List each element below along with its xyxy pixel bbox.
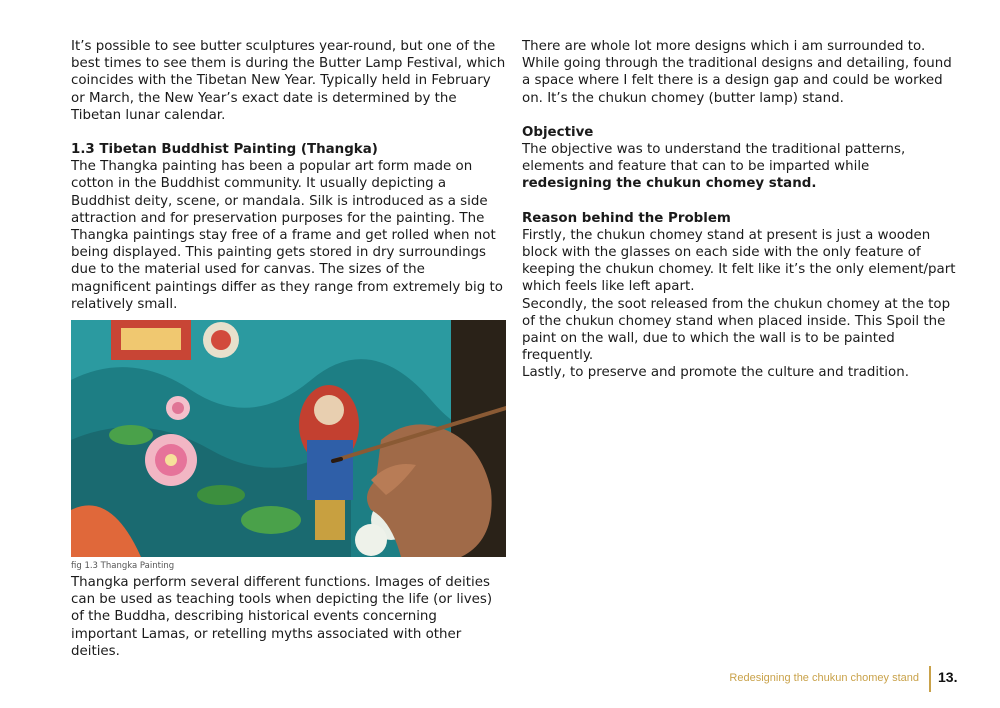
footer-title: Redesigning the chukun chomey stand (729, 672, 919, 684)
reason-paragraph-2: Secondly, the soot released from the chukun chomey at the top of the chukun chomey stand when placed inside. This Spoil the paint on the wall, due to which the wall is to be painted frequently. (522, 296, 951, 364)
reason-paragraph-3: Lastly, to preserve and promote the culture and tradition. (522, 365, 909, 381)
left-column (71, 38, 507, 660)
objective-heading: Objective (522, 124, 594, 140)
thangka-paragraph: The Thangka painting has been a popular art form made on cotton in the Buddhist community. It usually depicting a Buddhist deity, scene, or mandala. Silk is introduced as a side attraction and for preservation purposes for the painting. The Thangka paintings stay free of a frame and get rolled when not being displayed. This painting gets stored in dry surroundings due to the material used for canvas. The sizes of the magnificent paintings differ as they range from extremely big to relatively small. (71, 159, 503, 312)
reason-paragraph-1: Firstly, the chukun chomey stand at present is just a wooden block with the glasses on each side with the only feature of keeping the chukun chomey. It felt like it’s the only element/part which feels like left apart. (522, 227, 956, 295)
thangka-painting-image (71, 320, 506, 557)
objective-text: The objective was to understand the traditional patterns, elements and feature that can to be imparted while (522, 142, 906, 175)
objective-emphasis: redesigning the chukun chomey stand. (522, 176, 817, 192)
design-gap-paragraph: There are whole lot more designs which i am surrounded to. While going through the traditional designs and detailing, found a space where I felt there is a design gap and could be worked on. It’s the chukun chomey (butter lamp) stand. (522, 39, 952, 106)
reason-heading: Reason behind the Problem (522, 210, 731, 226)
thangka-functions-paragraph: Thangka perform several different functions. Images of deities can be used as teaching tools when depicting the life (or lives) of the Buddha, describing historical events concerning important Lamas, or retelling myths associated with other deities. (71, 575, 493, 659)
figure-caption: fig 1.3 Thangka Painting (71, 561, 175, 572)
footer-divider (929, 666, 931, 692)
section-heading-thangka: 1.3 Tibetan Buddhist Painting (Thangka) (71, 142, 378, 158)
intro-paragraph: It’s possible to see butter sculptures year-round, but one of the best times to see them is during the Butter Lamp Festival, which coincides with the Tibetan New Year. Typically held in February or March, the New Year’s exact date is determined by the Tibetan lunar calendar. (71, 39, 506, 123)
page-number: 13. (938, 669, 958, 685)
page-footer (0, 664, 1000, 694)
objective-paragraph (522, 141, 962, 193)
thangka-painting-illustration (71, 320, 506, 557)
right-column (522, 38, 962, 382)
